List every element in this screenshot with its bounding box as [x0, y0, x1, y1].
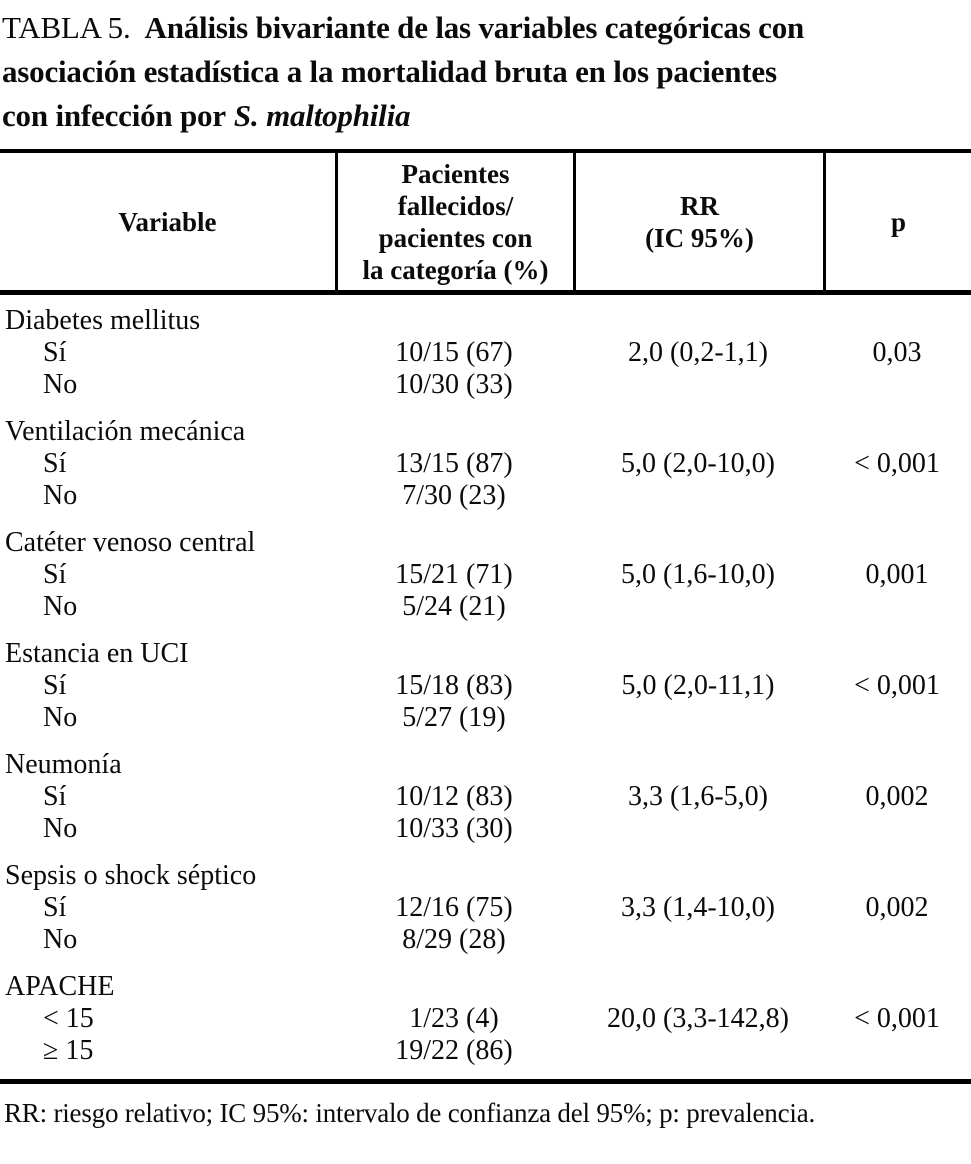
table-body	[0, 295, 971, 1079]
p-cell: < 0,001	[854, 670, 940, 701]
table-row	[0, 448, 971, 480]
table-title	[0, 0, 971, 138]
patients-cell: 5/24 (21)	[402, 591, 506, 622]
rr-cell	[573, 480, 823, 512]
patients-cell: 8/29 (28)	[402, 924, 506, 955]
variable-name: Neumonía	[5, 749, 122, 780]
patients-cell: 19/22 (86)	[395, 1035, 513, 1066]
p-cell	[823, 924, 971, 956]
title-line-3	[2, 94, 969, 138]
category-cell: Sí	[43, 337, 67, 368]
table-bottom-rule	[0, 1079, 971, 1084]
patients-cell: 7/30 (23)	[402, 480, 506, 511]
patients-cell: 1/23 (4)	[409, 1003, 499, 1034]
category-cell: Sí	[43, 892, 67, 923]
patients-cell: 5/27 (19)	[402, 702, 506, 733]
p-cell	[823, 1035, 971, 1067]
p-cell	[823, 702, 971, 734]
rr-cell	[573, 813, 823, 845]
variable-name: Sepsis o shock séptico	[5, 860, 257, 891]
variable-row	[0, 749, 971, 781]
patients-cell: 13/15 (87)	[395, 448, 513, 479]
p-cell: < 0,001	[854, 1003, 940, 1034]
patients-cell: 10/30 (33)	[395, 369, 513, 400]
title-text-3: con infección por	[2, 98, 226, 133]
rr-cell	[573, 591, 823, 623]
variable-column-header: Variable	[118, 206, 217, 237]
table-row	[0, 813, 971, 845]
patients-header-line: Pacientes	[401, 158, 510, 189]
title-line-1	[2, 6, 969, 50]
rr-header-line: (IC 95%)	[645, 222, 754, 253]
p-cell	[823, 813, 971, 845]
rr-cell: 3,3 (1,6-5,0)	[628, 781, 768, 812]
table-section-neumonia	[0, 749, 971, 845]
patients-header-line: pacientes con	[378, 222, 533, 253]
patients-cell: 10/15 (67)	[395, 337, 513, 368]
p-cell: < 0,001	[854, 448, 940, 479]
category-cell: Sí	[43, 781, 67, 812]
rr-cell: 2,0 (0,2-1,1)	[628, 337, 768, 368]
category-cell: No	[43, 924, 78, 955]
p-cell: 0,03	[872, 337, 922, 368]
category-cell: No	[43, 813, 78, 844]
category-cell: No	[43, 591, 78, 622]
species-name-italic: S. maltophilia	[233, 98, 411, 133]
table-row	[0, 1003, 971, 1035]
table-row	[0, 892, 971, 924]
category-cell: Sí	[43, 670, 67, 701]
category-cell: Sí	[43, 559, 67, 590]
variable-name: Diabetes mellitus	[5, 305, 201, 336]
table-footnote: RR: riesgo relativo; IC 95%: intervalo de confianza del 95%; p: prevalencia.	[4, 1098, 816, 1128]
table-row	[0, 781, 971, 813]
variable-name: APACHE	[5, 971, 115, 1002]
table-section-apache	[0, 971, 971, 1067]
variable-name: Ventilación mecánica	[5, 416, 246, 447]
table-section-ventilacion	[0, 416, 971, 512]
patients-cell: 15/18 (83)	[395, 670, 513, 701]
table-row	[0, 670, 971, 702]
category-cell: < 15	[43, 1003, 94, 1034]
rr-cell: 5,0 (2,0-10,0)	[621, 448, 775, 479]
variable-row	[0, 527, 971, 559]
table-row	[0, 480, 971, 512]
variable-row	[0, 971, 971, 1003]
variable-row	[0, 416, 971, 448]
rr-cell: 5,0 (2,0-11,1)	[621, 670, 775, 701]
table-row	[0, 591, 971, 623]
category-cell: ≥ 15	[43, 1035, 94, 1066]
rr-cell	[573, 369, 823, 401]
patients-header-line: fallecidos/	[397, 190, 514, 221]
table-section-cateter	[0, 527, 971, 623]
table-row	[0, 559, 971, 591]
patients-header-line: la categoría (%)	[362, 254, 549, 285]
patients-cell: 10/33 (30)	[395, 813, 513, 844]
table-section-uci	[0, 638, 971, 734]
category-cell: No	[43, 702, 78, 733]
table-row	[0, 1035, 971, 1067]
variable-name: Catéter venoso central	[5, 527, 256, 558]
variable-row	[0, 860, 971, 892]
rr-cell: 3,3 (1,4-10,0)	[621, 892, 775, 923]
table-row	[0, 702, 971, 734]
p-cell: 0,002	[865, 892, 929, 923]
table-row	[0, 369, 971, 401]
rr-cell	[573, 924, 823, 956]
variable-row	[0, 638, 971, 670]
p-cell	[823, 480, 971, 512]
rr-header-line: RR	[680, 190, 719, 221]
category-cell: No	[43, 480, 78, 511]
variable-name: Estancia en UCI	[5, 638, 189, 669]
table-header-row	[0, 153, 971, 295]
p-cell	[823, 369, 971, 401]
p-cell	[823, 591, 971, 623]
patients-cell: 10/12 (83)	[395, 781, 513, 812]
p-column-header: p	[823, 153, 971, 290]
title-line-2: asociación estadística a la mortalidad bruta en los pacientes	[2, 54, 777, 89]
table-section-diabetes	[0, 305, 971, 401]
category-cell: Sí	[43, 448, 67, 479]
rr-column-header	[573, 153, 823, 290]
rr-cell: 20,0 (3,3-142,8)	[607, 1003, 789, 1034]
category-cell: No	[43, 369, 78, 400]
table-section-sepsis	[0, 860, 971, 956]
p-cell: 0,001	[865, 559, 929, 590]
patients-column-header	[335, 153, 573, 290]
table-row	[0, 337, 971, 369]
variable-row	[0, 305, 971, 337]
rr-cell	[573, 702, 823, 734]
p-cell: 0,002	[865, 781, 929, 812]
rr-cell: 5,0 (1,6-10,0)	[621, 559, 775, 590]
table-row	[0, 924, 971, 956]
patients-cell: 12/16 (75)	[395, 892, 513, 923]
rr-cell	[573, 1035, 823, 1067]
table-number-label: TABLA 5.	[2, 10, 131, 45]
patients-cell: 15/21 (71)	[395, 559, 513, 590]
title-text-1: Análisis bivariante de las variables categóricas con	[144, 10, 805, 45]
